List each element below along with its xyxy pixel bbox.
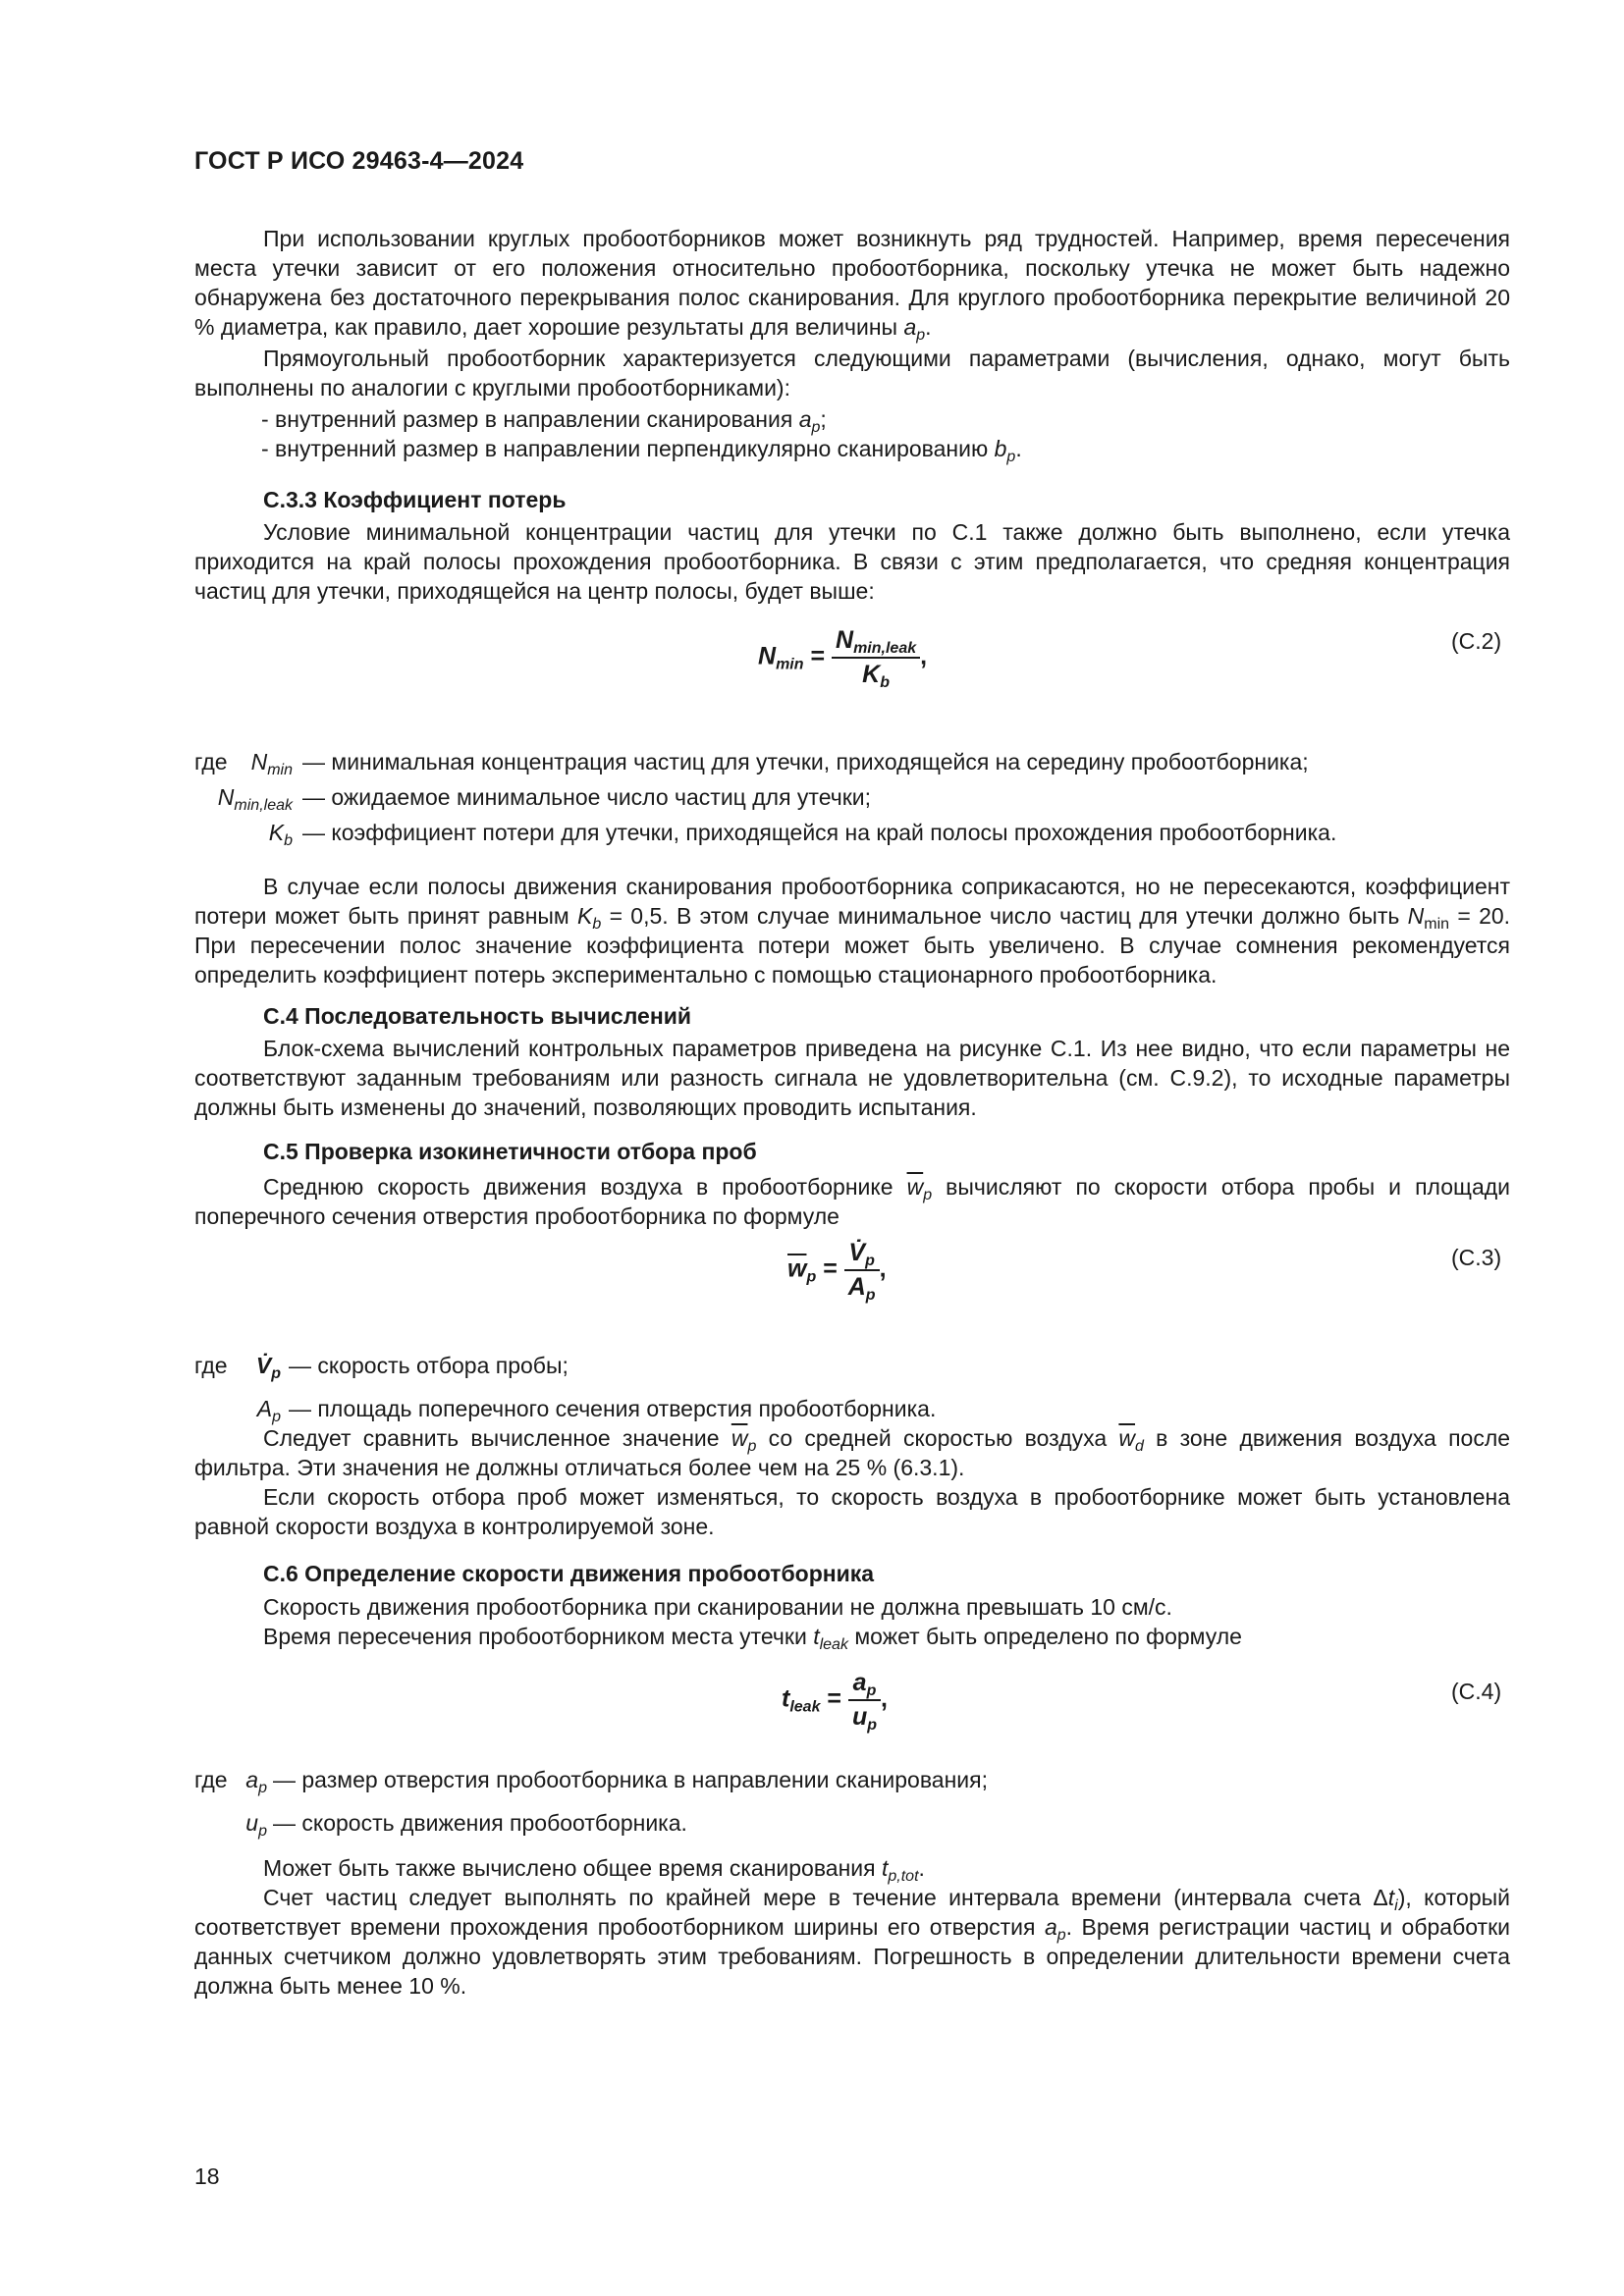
equation-number: (С.2)	[1451, 628, 1502, 654]
section-heading-c5: С.5 Проверка изокинетичности отбора проб	[263, 1139, 757, 1164]
c33-paragraph-1: Условие минимальной концентрации частиц для утечки по С.1 также должно быть выполнено, если утечка приходится на край полосы прохождения пробоотборника. В связи с этим предполагается, что средняя концентрация частиц для утечки, приходящейся на центр полосы, будет выше:	[194, 519, 1510, 604]
c6-paragraph-1: Скорость движения пробоотборника при сканировании не должна превышать 10 см/с. Время пересечения пробоотборником места утечки $t_{leak}$ может быть определено по формуле	[263, 1594, 1242, 1653]
section-heading-c6: С.6 Определение скорости движения пробоотборника	[263, 1561, 875, 1586]
equation-number: (С.3)	[1451, 1245, 1502, 1270]
c6-paragraph-2: Может быть также вычислено общее время сканирования $t_{p,tot}$. Счет частиц следует выполнять по крайней мере в течение интервала времени (интервала счета $\Delta t_i$), который соответствует времени прохождения пробоотборником ширины его отверстия $a_p$. Время регистрации частиц и обработки данных счетчиком должно удовлетворять этим требованиям. Погрешность в определении длительности времени счета должна быть менее 10 %.	[194, 1855, 1511, 1999]
list-item: - внутренний размер в направлении перпендикулярно сканированию $b_p$.	[261, 436, 1022, 465]
intro-paragraph-2: Прямоугольный пробоотборник характеризуется следующими параметрами (вычисления, однако, могут быть выполнены по аналогии с круглыми пробоотборниками):	[194, 346, 1510, 400]
c5-paragraph-1: Среднюю скорость движения воздуха в пробоотборнике $\overline{w}_p$ вычисляют по скорости отбора пробы и площади поперечного сечения отверстия пробоотборника по формуле	[194, 1174, 1511, 1229]
equation-c2: $N_{min}$ = $\frac{N_{min,leak}}{K_b}$ ,	[758, 626, 928, 691]
c33-paragraph-2: В случае если полосы движения сканирования пробоотборника соприкасаются, но не пересекаются, коэффициент потери может быть принят равным $K_b = 0,5$. В этом случае минимальное число частиц для утечки должно быть $N_{min} = 20$. При пересечении полос значение коэффициента потери может быть увеличено. В случае сомнения рекомендуется определить коэффициент потерь экспериментально с помощью стационарного пробоотборника.	[194, 874, 1511, 988]
section-heading-c4: С.4 Последовательность вычислений	[263, 1003, 691, 1029]
c4-paragraph: Блок-схема вычислений контрольных параметров приведена на рисунке С.1. Из нее видно, что если параметры не соответствуют заданным требованиям или разность сигнала не удовлетворительна (см. С.9.2), то исходные параметры должны быть изменены до значений, позволяющих проводить испытания.	[194, 1036, 1510, 1120]
list-item: - внутренний размер в направлении сканирования $a_p$;	[261, 406, 827, 436]
intro-paragraph-1: При использовании круглых пробоотборников может возникнуть ряд трудностей. Например, время пересечения места утечки зависит от его положения относительно пробоотборника, поскольку утечка не может быть надежно обнаружена без достаточного перекрывания полос сканирования. Для круглого пробоотборника перекрытие величиной 20 % диаметра, как правило, дает хорошие результаты для величины $a_p$.	[194, 226, 1510, 344]
equation-c3: $\overline{w}_p$ = $\frac{V̇_p}{A_p}$ ,	[787, 1239, 887, 1304]
document-page: ГОСТ Р ИСО 29463-4—2024 При использовании круглых пробоотборников может возникнуть ряд трудностей. Например, время пересечения места утечки зависит от его положения относительно пробоотборника, поскольку утечка не может быть надежно обнаружена без достаточного перекрывания полос сканирования. Для круглого пробоотборника перекрытие величиной 20 % диаметра, как правило, дает хорошие результаты для величины $a_p$. Прямоугольный пробоотборник характеризуется следующими параметрами (вычисления, однако, могут быть выполнены по аналогии с круглыми пробоотборниками): - внутренний размер в направлении сканирования $a_p$; - внутренний размер в направлении перпендикулярно сканированию $b_p$. С.3.3 Коэффициент потерь Условие минимальной концентрации частиц для утечки по С.1 также должно быть выполнено, если утечка приходится на край полосы прохождения пробоотборника. В связи с этим предполагается, что средняя концентрация частиц для утечки, приходящейся на центр полосы, будет выше: $N_{min}$ = $\frac{N_{min,leak}}{K_b}$ , (С.2) где $N_{min}$ — минимальная концентрация частиц для утечки, приходящейся на середину пробоотборника; $N_{min,leak}$ — ожидаемое минимальное число частиц для утечки; $K_b$ — коэффициент потери для утечки, приходящейся на край полосы прохождения пробоотборника. В случае если полосы движения сканирования пробоотборника соприкасаются, но не пересекаются, коэффициент потери может быть принят равным $K_b = 0,5$. В этом случае минимальное число частиц для утечки должно быть $N_{min} = 20$. При пересечении полос значение коэффициента потери может быть увеличено. В случае сомнения рекомендуется определить коэффициент потерь экспериментально с помощью стационарного пробоотборника. С.4 Последовательность вычислений Блок-схема вычислений контрольных параметров приведена на рисунке С.1. Из нее видно, что если параметры не соответствуют заданным требованиям или разность сигнала не удовлетворительна (см. С.9.2), то исходные параметры должны быть изменены до значений, позволяющих проводить испытания. С.5 Проверка изокинетичности отбора проб Среднюю скорость движения воздуха в пробоотборнике $\overline{w}_p$ вычисляют по скорости отбора пробы и площади поперечного сечения отверстия пробоотборника по формуле $\overline{w}_p$ = $\frac{V̇_p}{A_p}$ , (С.3) где $V̇_p$ — скорость отбора пробы; $A_p$ — площадь поперечного сечения отверстия пробоотборника. Следует сравнить вычисленное значение $\overline{w}_p$ со средней скоростью воздуха $\overline{w}_d$ в зоне движения воздуха после фильтра. Эти значения не должны отличаться более чем на 25 % (6.3.1). Если скорость отбора проб может изменяться, то скорость воздуха в пробоотборнике может быть установлена равной скорости воздуха в контролируемой зоне. С.6 Определение скорости движения пробоотборника Скорость движения пробоотборника при сканировании не должна превышать 10 см/с. Время пересечения пробоотборником места утечки $t_{leak}$ может быть определено по формуле $t_{leak}$ = $\frac{a_p}{u_p}$ , (С.4) где $a_p$ — размер отверстия пробоотборника в направлении сканирования; $u_p$ — скорость движения пробоотборника. Может быть также вычислено общее время сканирования $t_{p,tot}$. Счет частиц следует выполнять по крайней мере в течение интервала времени (интервала счета $\Delta t_i$), который соответствует времени прохождения пробоотборником ширины его отверстия $a_p$. Время регистрации частиц и обработки данных счетчиком должно удовлетворять этим требованиям. Погрешность в определении длительности времени счета должна быть менее 10 %. 18	[194, 147, 1511, 2189]
page-number: 18	[194, 2163, 220, 2189]
document-header: ГОСТ Р ИСО 29463-4—2024	[194, 147, 524, 175]
equation-c4: $t_{leak}$ = $\frac{a_p}{u_p}$ ,	[782, 1669, 888, 1734]
equation-number: (С.4)	[1451, 1679, 1502, 1704]
c5-paragraph-2: Следует сравнить вычисленное значение $\overline{w}_p$ со средней скоростью воздуха $\overline{w}_d$ в зоне движения воздуха после фильтра. Эти значения не должны отличаться более чем на 25 % (6.3.1). Если скорость отбора проб может изменяться, то скорость воздуха в пробоотборнике может быть установлена равной скорости воздуха в контролируемой зоне.	[194, 1425, 1511, 1539]
section-heading-c33: С.3.3 Коэффициент потерь	[263, 487, 567, 512]
